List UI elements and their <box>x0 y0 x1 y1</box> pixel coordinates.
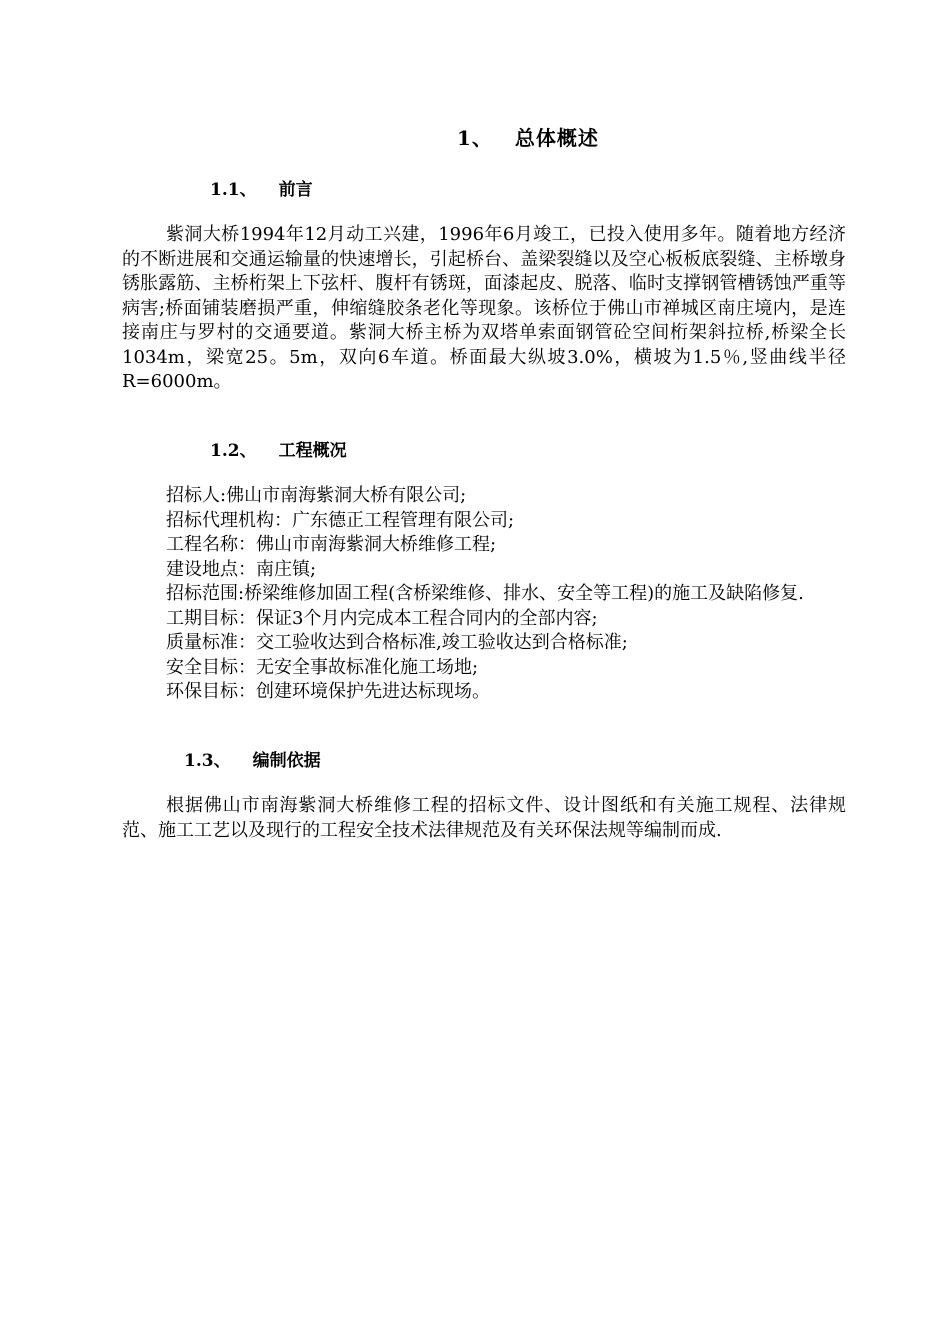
section-number: 1.1、 <box>210 180 257 200</box>
overview-list <box>122 484 846 705</box>
section-title: 前言 <box>278 180 313 200</box>
section-title: 编制依据 <box>252 751 321 771</box>
list-item: 招标代理机构：广东德正工程管理有限公司; <box>166 509 515 531</box>
section-heading-preface <box>210 175 313 200</box>
list-item: 建设地点：南庄镇; <box>166 558 317 580</box>
list-item: 工程名称：佛山市南海紫洞大桥维修工程; <box>166 534 497 555</box>
list-item: 招标人:佛山市南海紫洞大桥有限公司; <box>166 485 467 506</box>
basis-paragraph: 根据佛山市南海紫洞大桥维修工程的招标文件、设计图纸和有关施工规程、法律规范、施工工艺以及现行的工程安全技术法律规范及有关环保法规等编制而成. <box>122 795 846 841</box>
document-page <box>122 0 846 1344</box>
section-heading-basis <box>184 746 321 771</box>
list-item: 招标范围:桥梁维修加固工程(含桥梁维修、排水、安全等工程)的施工及缺陷修复. <box>166 583 804 604</box>
section-number: 1.2、 <box>210 441 257 461</box>
list-item: 质量标准：交工验收达到合格标准,竣工验收达到合格标准; <box>166 632 628 653</box>
preface-paragraph: 紫洞大桥1994年12月动工兴建，1996年6月竣工，已投入使用多年。随着地方经济的不断进展和交通运输量的快速增长，引起桥台、盖梁裂缝以及空心板板底裂缝、主桥墩身锈胀露筋、主桥桁架上下弦杆、腹杆有锈斑，面漆起皮、脱落、临时支撑钢管槽锈蚀严重等病害;桥面铺装磨损严重，伸缩缝胶条老化等现象。该桥位于佛山市禅城区南庄境内，是连接南庄与罗村的交通要道。紫洞大桥主桥为双塔单索面钢管砼空间桁架斜拉桥,桥梁全长1034m，梁宽25。5m，双向6车道。桥面最大纵坡3.0%，横坡为1.5％,竖曲线半径R=6000m。 <box>122 224 846 392</box>
chapter-number: 1、 <box>457 126 493 150</box>
list-item: 工期目标：保证3个月内完成本工程合同内的全部内容; <box>166 607 598 629</box>
list-item: 环保目标：创建环境保护先进达标现场。 <box>166 681 490 702</box>
list-item: 安全目标：无安全事故标准化施工场地; <box>166 656 479 678</box>
section-number: 1.3、 <box>184 751 231 771</box>
section-title: 工程概况 <box>278 441 347 461</box>
section-heading-overview <box>210 436 347 461</box>
chapter-title: 总体概述 <box>514 126 599 150</box>
chapter-heading <box>457 122 599 151</box>
